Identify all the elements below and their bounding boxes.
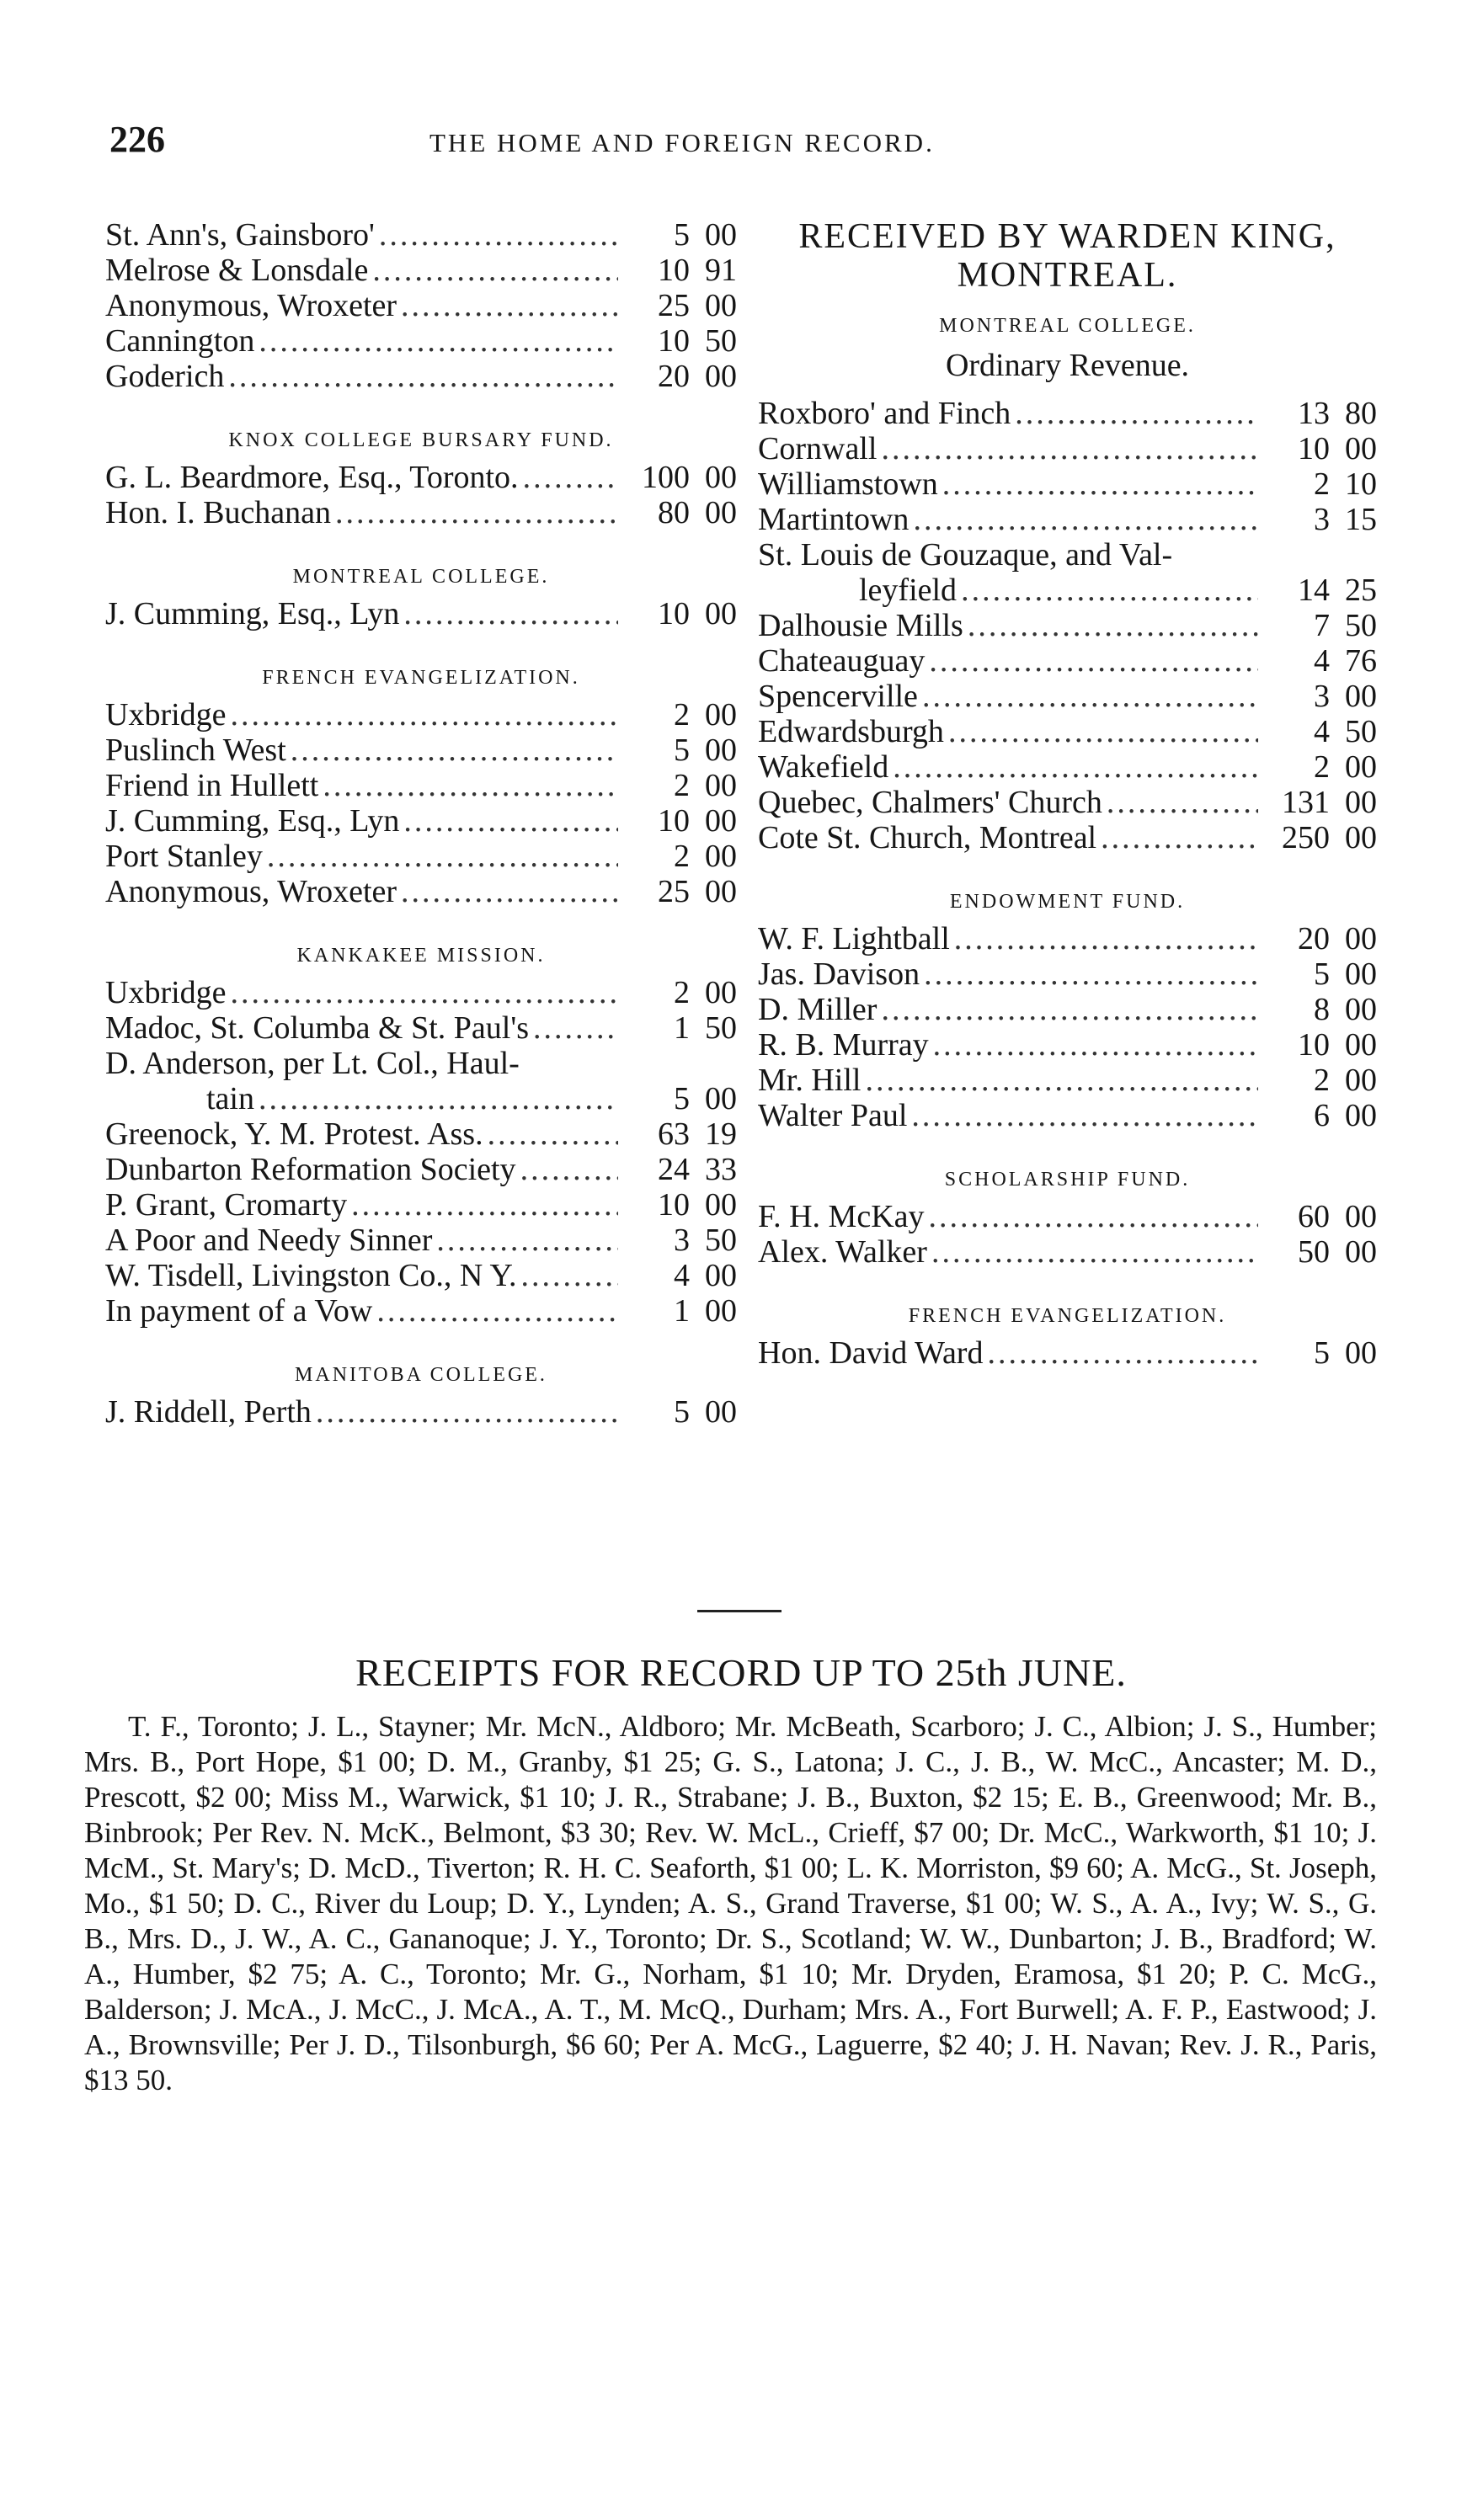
entry-cents: 19 [705, 1116, 737, 1152]
section-title-french: FRENCH EVANGELIZATION. [262, 667, 580, 689]
dot-leader [316, 1394, 618, 1430]
entry-dollars: 10 [658, 803, 690, 839]
dot-leader [911, 1098, 1258, 1133]
dot-leader [401, 288, 618, 323]
entry-dollars: 20 [658, 359, 690, 394]
entry-name: Uxbridge [105, 975, 227, 1010]
entry-cents: 00 [1345, 1098, 1377, 1133]
dot-leader [259, 1081, 618, 1116]
kankakee-anderson [105, 1081, 737, 1116]
entry-row [758, 1335, 1377, 1371]
entry-cents: 00 [705, 495, 737, 530]
entry-row [105, 359, 737, 394]
entry-row [105, 1293, 737, 1329]
entry-name: Alex. Walker [758, 1234, 927, 1270]
montreal-entries [105, 596, 737, 631]
entry-name: Goderich [105, 359, 225, 394]
entry-name: Uxbridge [105, 697, 227, 733]
entry-cents: 00 [705, 803, 737, 839]
entry-name: Anonymous, Wroxeter [105, 288, 397, 323]
dot-leader [931, 1234, 1258, 1270]
entry-name: J. Riddell, Perth [105, 1394, 312, 1430]
running-title: THE HOME AND FOREIGN RECORD. [429, 128, 935, 157]
endowment-entries [758, 921, 1377, 1133]
dot-leader [231, 697, 618, 733]
entry-name: Cote St. Church, Montreal [758, 820, 1097, 855]
dot-leader [942, 466, 1258, 502]
dot-leader [335, 495, 618, 530]
entry-dollars: 2 [1314, 466, 1330, 502]
entry-row [758, 537, 1377, 573]
entry-row [105, 1258, 737, 1293]
entry-cents: 33 [705, 1152, 737, 1187]
entry-name: Mr. Hill [758, 1063, 862, 1098]
section-title-kankakee: KANKAKEE MISSION. [296, 945, 546, 967]
section-title-montreal: MONTREAL COLLEGE. [292, 566, 550, 588]
page-number: 226 [109, 119, 165, 160]
entry-row [105, 874, 737, 909]
entry-cents: 00 [1345, 1199, 1377, 1234]
entry-dollars: 1 [674, 1010, 690, 1046]
entry-cents: 00 [705, 288, 737, 323]
page-header [109, 118, 1373, 168]
entry-dollars: 10 [658, 596, 690, 631]
entry-cents: 76 [1345, 643, 1377, 679]
entry-name: Roxboro' and Finch [758, 396, 1011, 431]
entry-name: Jas. Davison [758, 956, 920, 992]
entry-cents: 50 [1345, 714, 1377, 749]
entry-dollars: 5 [1314, 956, 1330, 992]
entry-dollars: 2 [674, 975, 690, 1010]
dot-leader [968, 608, 1258, 643]
entry-dollars: 24 [658, 1152, 690, 1187]
knox-entries [105, 460, 737, 530]
entry-row [758, 1234, 1377, 1270]
entry-name: P. Grant, Cromarty [105, 1187, 348, 1223]
entry-name: Edwardsburgh [758, 714, 944, 749]
dot-leader [933, 1027, 1258, 1063]
entry-cents: 00 [705, 1081, 737, 1116]
entry-row [105, 803, 737, 839]
entry-row [105, 1187, 737, 1223]
dot-leader [323, 768, 618, 803]
entry-cents: 00 [1345, 431, 1377, 466]
dot-leader [376, 1293, 618, 1329]
entry-row [105, 1046, 737, 1081]
dot-leader [403, 803, 618, 839]
entry-dollars: 10 [658, 323, 690, 359]
entry-dollars: 4 [1314, 714, 1330, 749]
ordinary-entries-b [758, 608, 1377, 855]
entry-cents: 00 [705, 768, 737, 803]
french-right-entries [758, 1335, 1377, 1371]
entry-row [105, 495, 737, 530]
entry-cents: 00 [705, 217, 737, 253]
entry-cents: 80 [1345, 396, 1377, 431]
dot-leader [436, 1223, 618, 1258]
scholarship-entries [758, 1199, 1377, 1270]
dot-leader [922, 679, 1258, 714]
section-title-knox: KNOX COLLEGE BURSARY FUND. [228, 429, 614, 451]
dot-leader [488, 1116, 618, 1152]
receipts-title: RECEIPTS FOR RECORD UP TO 25th JUNE. [355, 1651, 1127, 1694]
entry-dollars: 5 [674, 1394, 690, 1430]
entry-row [758, 608, 1377, 643]
warden-heading-line2: MONTREAL. [957, 256, 1178, 295]
entry-dollars: 1 [674, 1293, 690, 1329]
dot-leader [893, 749, 1258, 785]
entry-name: Melrose & Lonsdale [105, 253, 369, 288]
section-title-french-right: FRENCH EVANGELIZATION. [908, 1305, 1227, 1327]
kankakee-entries-a [105, 975, 737, 1046]
entry-name: W. Tisdell, Livingston Co., N Y. [105, 1258, 517, 1293]
entry-row [105, 1116, 737, 1152]
entry-row [105, 1081, 737, 1116]
section-title-manitoba: MANITOBA COLLEGE. [295, 1364, 547, 1386]
entry-row [105, 697, 737, 733]
entry-row [105, 253, 737, 288]
entry-cents: 00 [1345, 820, 1377, 855]
entry-row [758, 643, 1377, 679]
entry-dollars: 50 [1298, 1234, 1330, 1270]
entry-name: J. Cumming, Esq., Lyn [105, 596, 400, 631]
entry-cents: 91 [705, 253, 737, 288]
dot-leader [929, 1199, 1259, 1234]
entry-name: A Poor and Needy Sinner [105, 1223, 433, 1258]
entry-name: Wakefield [758, 749, 889, 785]
entry-cents: 00 [705, 697, 737, 733]
entry-row [105, 217, 737, 253]
entry-row [758, 749, 1377, 785]
entry-cents: 00 [705, 975, 737, 1010]
entry-dollars: 25 [658, 288, 690, 323]
entry-name: J. Cumming, Esq., Lyn [105, 803, 400, 839]
entry-name: R. B. Murray [758, 1027, 929, 1063]
entry-name: Madoc, St. Columba & St. Paul's [105, 1010, 529, 1046]
dot-leader [379, 217, 618, 253]
entry-row [758, 1199, 1377, 1234]
dot-leader [881, 431, 1258, 466]
entry-dollars: 5 [674, 217, 690, 253]
ordinary-entries-a [758, 396, 1377, 537]
entry-row [758, 396, 1377, 431]
dot-leader [401, 874, 618, 909]
dot-leader [520, 1152, 618, 1187]
entry-cents: 00 [705, 1293, 737, 1329]
entry-dollars: 8 [1314, 992, 1330, 1027]
entry-row [758, 573, 1377, 608]
dot-leader [228, 359, 618, 394]
kankakee-entries-b [105, 1116, 737, 1329]
dot-leader [1107, 785, 1258, 820]
entry-dollars: 3 [1314, 679, 1330, 714]
entry-dollars: 20 [1298, 921, 1330, 956]
entry-cents: 50 [1345, 608, 1377, 643]
entry-row [758, 714, 1377, 749]
entry-dollars: 63 [658, 1116, 690, 1152]
dot-leader [267, 839, 618, 874]
entry-cents: 00 [705, 1394, 737, 1430]
entry-row [758, 921, 1377, 956]
entry-name: Dunbarton Reformation Society [105, 1152, 516, 1187]
dot-leader [521, 1258, 619, 1293]
dot-leader [924, 956, 1258, 992]
entry-row [758, 1098, 1377, 1133]
entry-dollars: 80 [658, 495, 690, 530]
dot-leader [1101, 820, 1258, 855]
entry-dollars: 60 [1298, 1199, 1330, 1234]
entry-row [105, 1010, 737, 1046]
entry-cents: 50 [705, 1223, 737, 1258]
entry-cents: 00 [1345, 992, 1377, 1027]
entry-name: Anonymous, Wroxeter [105, 874, 397, 909]
entry-row [105, 323, 737, 359]
dot-leader [291, 733, 618, 768]
entry-row [105, 460, 737, 495]
dot-leader [523, 460, 618, 495]
entry-name: Cannington [105, 323, 255, 359]
entry-dollars: 2 [674, 697, 690, 733]
entry-dollars: 131 [1282, 785, 1330, 820]
entry-name: Chateauguay [758, 643, 926, 679]
entry-name: Dalhousie Mills [758, 608, 963, 643]
entry-name: Spencerville [758, 679, 918, 714]
entry-name: St. Louis de Gouzaque, and Val- [758, 537, 1173, 573]
entry-dollars: 5 [1314, 1335, 1330, 1371]
dot-leader [231, 975, 618, 1010]
dot-leader [987, 1335, 1258, 1371]
entry-cents: 00 [705, 874, 737, 909]
section-title-scholarship: SCHOLARSHIP FUND. [944, 1169, 1191, 1191]
dot-leader [929, 643, 1258, 679]
entry-dollars: 3 [674, 1223, 690, 1258]
entry-dollars: 2 [1314, 1063, 1330, 1098]
entry-dollars: 10 [658, 1187, 690, 1223]
dot-leader [403, 596, 618, 631]
entry-cents: 10 [1345, 466, 1377, 502]
entry-name: In payment of a Vow [105, 1293, 373, 1329]
entry-cents: 00 [705, 1258, 737, 1293]
entry-dollars: 10 [1298, 1027, 1330, 1063]
entry-cents: 00 [705, 839, 737, 874]
entry-name: tain [206, 1081, 254, 1116]
entry-row [105, 1152, 737, 1187]
entry-name: Cornwall [758, 431, 878, 466]
entry-cents: 15 [1345, 502, 1377, 537]
entry-dollars: 14 [1298, 573, 1330, 608]
dot-leader [865, 1063, 1258, 1098]
entry-dollars: 2 [674, 768, 690, 803]
entry-row [105, 1223, 737, 1258]
entry-cents: 00 [1345, 1027, 1377, 1063]
entry-dollars: 4 [1314, 643, 1330, 679]
right-column [758, 217, 1377, 1371]
french-entries [105, 697, 737, 909]
entry-name: Martintown [758, 502, 910, 537]
entry-row [758, 992, 1377, 1027]
entry-dollars: 2 [1314, 749, 1330, 785]
entry-cents: 00 [705, 733, 737, 768]
dot-leader [954, 921, 1258, 956]
entry-dollars: 2 [674, 839, 690, 874]
entry-cents: 00 [705, 1187, 737, 1223]
entry-name: Hon. I. Buchanan [105, 495, 332, 530]
entry-row [758, 1027, 1377, 1063]
entry-row [105, 1394, 737, 1430]
entry-name: Puslinch West [105, 733, 286, 768]
entry-row [758, 1063, 1377, 1098]
entry-name: F. H. McKay [758, 1199, 925, 1234]
dot-leader [372, 253, 618, 288]
entry-name: Hon. David Ward [758, 1335, 984, 1371]
entry-name: Port Stanley [105, 839, 263, 874]
entry-cents: 00 [1345, 1335, 1377, 1371]
entry-dollars: 3 [1314, 502, 1330, 537]
entry-cents: 00 [705, 596, 737, 631]
entry-name: Walter Paul [758, 1098, 908, 1133]
entry-cents: 00 [705, 460, 737, 495]
entry-row [758, 820, 1377, 855]
entry-cents: 00 [1345, 785, 1377, 820]
dot-leader [913, 502, 1258, 537]
entry-dollars: 5 [674, 733, 690, 768]
entry-dollars: 250 [1282, 820, 1330, 855]
entry-dollars: 5 [674, 1081, 690, 1116]
ordinary-louis [758, 573, 1377, 608]
entry-row [105, 596, 737, 631]
entry-dollars: 6 [1314, 1098, 1330, 1133]
ordinary-revenue-subhead: Ordinary Revenue. [945, 348, 1190, 383]
entry-name: G. L. Beardmore, Esq., Toronto. [105, 460, 519, 495]
dot-leader [351, 1187, 618, 1223]
entry-cents: 00 [1345, 921, 1377, 956]
entry-row [758, 679, 1377, 714]
entry-name: leyfield [859, 573, 958, 608]
entry-cents: 50 [705, 323, 737, 359]
entry-cents: 00 [1345, 1234, 1377, 1270]
entry-name: W. F. Lightball [758, 921, 950, 956]
entry-name: Williamstown [758, 466, 938, 502]
entry-row [758, 785, 1377, 820]
entry-name: D. Anderson, per Lt. Col., Haul- [105, 1046, 520, 1081]
dot-leader [881, 992, 1258, 1027]
entry-name: St. Ann's, Gainsboro' [105, 217, 375, 253]
entry-row [105, 839, 737, 874]
entry-dollars: 7 [1314, 608, 1330, 643]
section-title-montreal-college: MONTREAL COLLEGE. [939, 315, 1196, 337]
dot-leader [948, 714, 1258, 749]
entry-row [105, 975, 737, 1010]
dot-leader [961, 573, 1258, 608]
entry-cents: 00 [1345, 956, 1377, 992]
entry-cents: 00 [705, 359, 737, 394]
entry-dollars: 25 [658, 874, 690, 909]
dot-leader [1015, 396, 1258, 431]
entry-name: Quebec, Chalmers' Church [758, 785, 1102, 820]
entry-row [105, 288, 737, 323]
entry-row [758, 431, 1377, 466]
entry-row [758, 502, 1377, 537]
entry-name: D. Miller [758, 992, 878, 1027]
receipts-body: T. F., Toronto; J. L., Stayner; Mr. McN., Aldboro; Mr. McBeath, Scarboro; J. C., Albion; J. S., Humber; Mrs. B., Port Hope, $1 00; D. M., Granby, $1 25; G. S., Latona; J. C., J. B., W. McC., Ancaster; M. D., Prescott, $2 00; Miss M., Warwick, $1 10; J. R., Strabane; J. B., Buxton, $2 15; E. B., Greenwood; Mr. B., Binbrook; Per Rev. N. McK., Belmont, $3 30; Rev. W. McL., Crieff, $7 00; Dr. McC., Warkworth, $1 10; J. McM., St. Mary's; D. McD., Tiverton; R. H. C. Seaforth, $1 00; L. K. Morriston, $9 60; A. McG., St. Joseph, Mo., $1 50; D. C., River du Loup; D. Y., Lynden; A. S., Grand Traverse, $1 00; W. S., A. A., Ivy; W. S., G. B., Mrs. D., J. W., A. C., Gananoque; J. Y., Toronto; Dr. S., Scotland; W. W., Dunbarton; J. B., Bradford; W. A., Humber, $2 75; A. C., Toronto; Mr. G., Norham, $1 10; Mr. Dryden, Eramosa, $1 20; P. C. McG., Balderson; J. McA., J. McC., J. McA., A. T., M. McQ., Durham; Mrs. A., Fort Burwell; A. F. P., Eastwood; J. A., Brownsville; Per J. D., Tilsonburgh, $6 60; Per A. McG., Laguerre, $2 40; J. H. Navan; Rev. J. R., Paris, $13 50. [84, 1710, 1377, 2096]
entry-cents: 25 [1345, 573, 1377, 608]
entry-dollars: 10 [1298, 431, 1330, 466]
entry-cents: 00 [1345, 679, 1377, 714]
entry-dollars: 10 [658, 253, 690, 288]
manitoba-entries [105, 1394, 737, 1430]
entry-row [758, 466, 1377, 502]
section-title-endowment: ENDOWMENT FUND. [949, 891, 1186, 913]
entry-row [758, 956, 1377, 992]
entry-dollars: 100 [642, 460, 690, 495]
warden-heading-line1: RECEIVED BY WARDEN KING, [798, 217, 1336, 256]
dot-leader [533, 1010, 618, 1046]
section-divider-rule [697, 1610, 782, 1612]
entry-row [105, 733, 737, 768]
left-column [105, 217, 737, 1430]
entry-name: Friend in Hullett [105, 768, 319, 803]
entry-dollars: 13 [1298, 396, 1330, 431]
entry-cents: 00 [1345, 1063, 1377, 1098]
entry-row [105, 768, 737, 803]
top-entries [105, 217, 737, 394]
entry-cents: 00 [1345, 749, 1377, 785]
entry-name: Greenock, Y. M. Protest. Ass. [105, 1116, 483, 1152]
entry-dollars: 4 [674, 1258, 690, 1293]
dot-leader [259, 323, 618, 359]
entry-cents: 50 [705, 1010, 737, 1046]
